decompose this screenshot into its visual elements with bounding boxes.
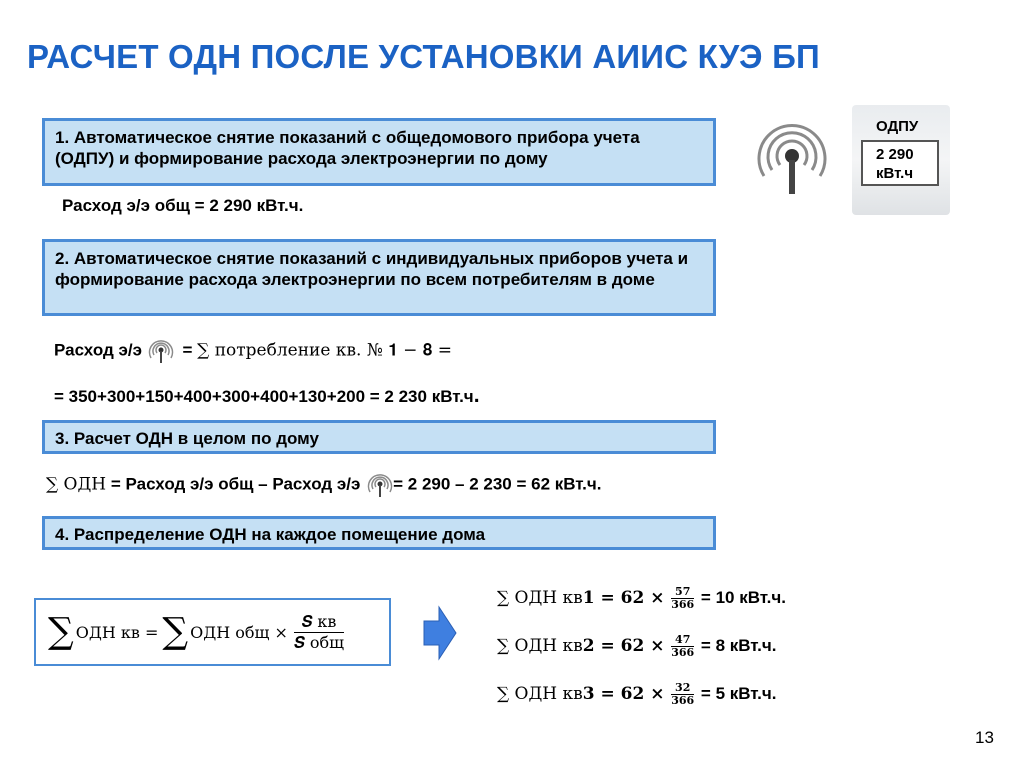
apt-prefix: ∑ ОДН кв <box>497 587 583 608</box>
step4-box <box>42 516 716 550</box>
page-number: 13 <box>975 728 994 747</box>
step2-lhs: Расход э/э <box>54 340 143 360</box>
apt-result: = 5 кВт.ч. <box>700 683 777 703</box>
apt-number: 𝟏 <box>582 587 595 608</box>
step2-range: 𝟏 − 𝟖 <box>388 340 433 361</box>
general-formula-box <box>34 598 391 666</box>
apt-den: 366 <box>671 598 695 611</box>
page-title: РАСЧЕТ ОДН ПОСЛЕ УСТАНОВКИ АИИС КУЭ БП <box>27 38 820 75</box>
apt-fraction <box>671 586 694 611</box>
meter-label: ОДПУ <box>876 118 919 135</box>
step2-sum <box>54 384 480 408</box>
apt-mid: = 𝟔𝟐 × <box>594 683 665 704</box>
fraction-denominator: 𝑺 общ <box>293 632 344 652</box>
apt-den: 366 <box>671 646 695 659</box>
step3-mid: = Расход э/э общ – Расход э/э <box>106 474 361 494</box>
step2-sum-text: = 350+300+150+400+300+400+130+200 = 2 230 кВт.ч <box>54 387 474 406</box>
formula-term1: ОДН кв = <box>75 622 159 642</box>
apt-mid: = 𝟔𝟐 × <box>594 587 665 608</box>
fraction-numerator: 𝑺 кв <box>294 612 344 633</box>
formula-term2: ОДН общ × <box>190 622 288 642</box>
apt-num: 32 <box>671 682 694 695</box>
step1-text: 1. Автоматическое снятие показаний с общедомового прибора учета (ОДПУ) и формирование расхода электроэнергии по дому <box>55 128 640 168</box>
step1-box <box>42 118 716 186</box>
step1-result: Расход э/э общ = 2 290 кВт.ч. <box>62 196 304 215</box>
step3-sigma: ∑ ОДН <box>46 474 107 495</box>
antenna-small-icon <box>148 338 174 364</box>
meter-value: 2 290 <box>876 146 914 163</box>
apt-num: 47 <box>671 634 694 647</box>
step4-text: 4. Распределение ОДН на каждое помещение дома <box>55 525 486 544</box>
sigma-symbol: ∑ <box>48 611 74 652</box>
step3-text: 3. Расчет ОДН в целом по дому <box>55 429 319 448</box>
meter-display <box>861 140 939 186</box>
apt-den: 366 <box>671 694 695 707</box>
step2-sum-dot: . <box>473 384 480 407</box>
step2-rhs: ∑ потребление кв. № <box>197 340 389 361</box>
apt-prefix: ∑ ОДН кв <box>497 683 583 704</box>
apartment-row <box>497 682 776 707</box>
apartment-row <box>497 586 786 611</box>
apt-mid: = 𝟔𝟐 × <box>594 635 665 656</box>
antenna-small-icon <box>367 472 393 498</box>
step2-eq: = <box>182 340 193 360</box>
step2-formula <box>54 338 452 364</box>
step2-text: 2. Автоматическое снятие показаний с индивидуальных приборов учета и формирование расхода электроэнергии по всем потребителям в доме <box>55 249 689 289</box>
step3-formula <box>46 472 601 498</box>
apt-prefix: ∑ ОДН кв <box>497 635 583 656</box>
sigma-symbol: ∑ <box>162 611 189 652</box>
apt-number: 𝟑 <box>582 683 595 704</box>
meter-unit: кВт.ч <box>876 165 914 182</box>
apt-num: 57 <box>671 586 694 599</box>
area-fraction <box>294 612 344 653</box>
apt-fraction <box>671 634 694 659</box>
apartment-row <box>497 634 776 659</box>
apt-result: = 8 кВт.ч. <box>700 635 777 655</box>
step3-result: = 2 290 – 2 230 = 62 кВт.ч. <box>393 474 602 494</box>
step2-box <box>42 239 716 316</box>
apt-result: = 10 кВт.ч. <box>700 587 786 607</box>
arrow-right-icon <box>423 605 457 661</box>
antenna-icon <box>754 120 830 196</box>
apt-number: 𝟐 <box>582 635 595 656</box>
apt-fraction <box>671 682 694 707</box>
step3-box <box>42 420 716 454</box>
step2-end: = <box>432 340 452 361</box>
